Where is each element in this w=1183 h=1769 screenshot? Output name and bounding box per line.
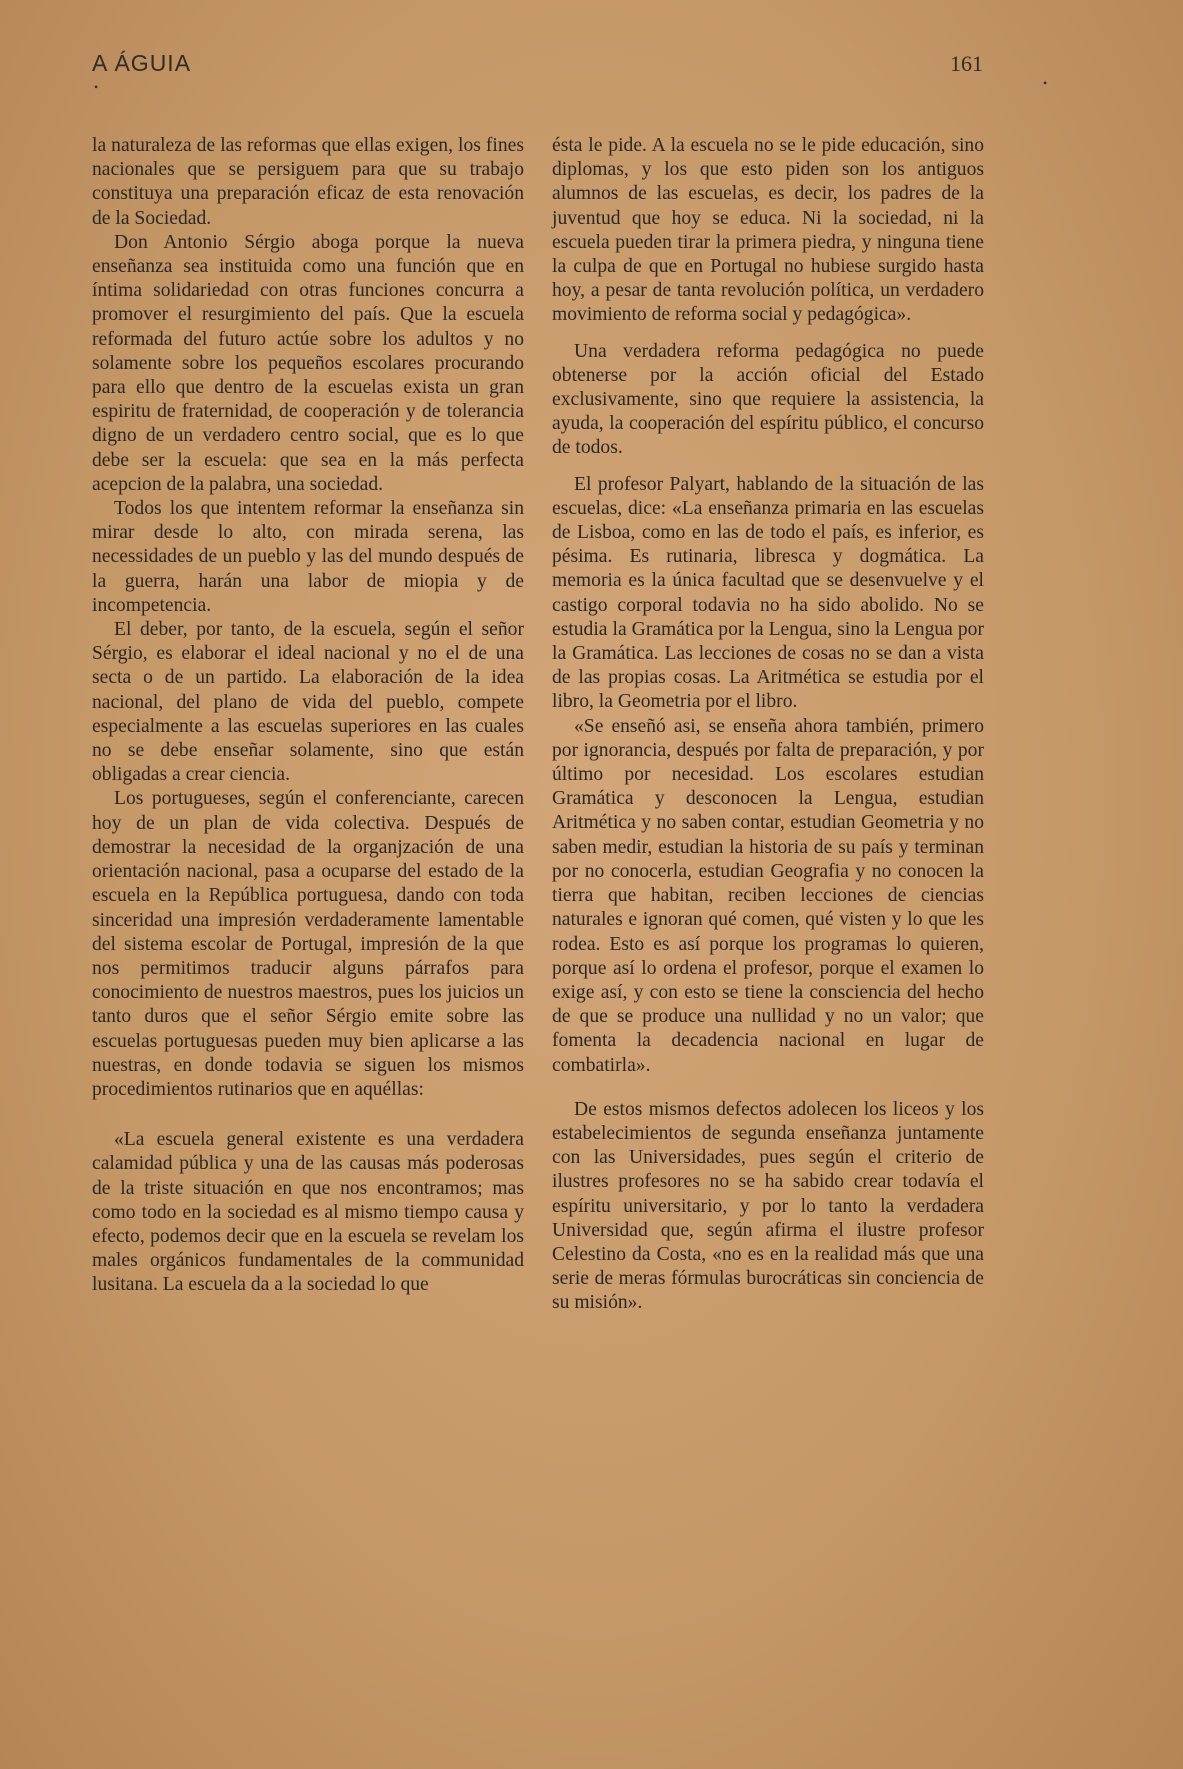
paragraph: Una verdadera reforma pedagógica no puede obtenerse por la acción oficial del Estado exclusivamente, sino que requiere la assistencia, la ayuda, la cooperación del espíritu público, el concurso de todos. bbox=[552, 340, 984, 459]
paragraph: Don Antonio Sérgio aboga porque la nueva enseñanza sea instituida como una función que en íntima solidariedad con otras funciones concurra a promover el resurgimiento del país. Que la escuela reformada del futuro actúe sobre los adultos y no solamente sobre los pequeños escolares procurando para ello que dentro de la escuelas exista un gran espiritu de fraternidad, de cooperación y de tolerancia digno de un verdadero centro social, que es lo que debe ser la escuela: que sea en la más perfecta acepcion de la palabra, una sociedad. bbox=[92, 231, 524, 495]
page-number: 161 bbox=[950, 51, 983, 76]
quoted-paragraph: «La escuela general existente es una verdadera calamidad pública y una de las causas más poderosas de la triste situación en que nos encontramos; mas como todo en la sociedad es al mismo tiempo causa y efecto, podemos decir que en la escuela se revelam los males orgánicos fundamentales de la communidad lusitana. La escuela da a la sociedad lo que bbox=[92, 1129, 524, 1296]
paragraph: Los portugueses, según el conferenciante, carecen hoy de un plan de vida colectiva. Después de demostrar la necesidad de la organjzación de una orientación nacional, pasa a ocuparse del estado de la escuela en la República portuguesa, dando con toda sinceridad una impresión verdaderamente lamentable del sistema escolar de Portugal, impresión de la que nos permitimos traducir alguns párrafos para conocimiento de nuestros maestros, pues los juicios un tanto duros que el señor Sérgio emite sobre las escuelas portuguesas pueden muy bien aplicarse a las nuestras, en donde todavia se siguen los mismos procedimientos rutinarios que en aquéllas: bbox=[92, 788, 524, 1100]
paragraph: De estos mismos defectos adolecen los liceos y los estabelecimientos de segunda enseñanza juntamente con las Universidades, pues según el criterio de ilustres profesores no se ha sabido crear todavía el espíritu universitario, y por lo tanto la verdadera Universidad que, según afirma el ilustre profesor Celestino da Costa, «no es en la realidad más que una serie de meras fórmulas burocráticas sin conciencia de su misión». bbox=[552, 1098, 984, 1314]
running-head bbox=[92, 50, 983, 77]
paragraph: El profesor Palyart, hablando de la situación de las escuelas, dice: «La enseñanza primaria en las escuelas de Lisboa, como en las de todo el país, es inferior, es pésima. Es rutinaria, libresca y dogmática. La memoria es la única facultad que se desenvuelve y el castigo corporal todavia no ha sido abolido. No se estudia la Gramática por la Lengua, sino la Lengua por la Gramática. Las lecciones de cosas no se dan a vista de las propias cosas. La Aritmética se estudia por el libro, la Geometria por el libro. bbox=[552, 473, 984, 713]
quoted-paragraph: «Se enseñó asi, se enseña ahora también, primero por ignorancia, después por falta de preparación, y por último por necesidad. Los escolares estudian Gramática y desconocen la Lengua, estudian Aritmética y no saben contar, estudian Geometria y no saben medir, estudian la historia de su país y terminan por no conocerla, estudian Geografia y no conocen la tierra que habitan, reciben lecciones de ciencias naturales e ignoran qué comen, qué visten y lo que les rodea. Esto es así porque los programas lo quieren, porque así lo ordena el profesor, porque el examen lo exige así, y con esto se tiene la consciencia del hecho de que se produce una nullidad y no un valor; que fomenta la decadencia nacional en lugar de combatirla». bbox=[552, 715, 984, 1076]
right-column bbox=[552, 134, 984, 1316]
paragraph: ésta le pide. A la escuela no se le pide educación, sino diplomas, y los que esto piden son los antiguos alumnos de las escuelas, es decir, los padres de la juventud que hoy se educa. Ni la sociedad, ni la escuela pueden tirar la primera piedra, y ninguna tiene la culpa de que en Portugal no hubiese surgido hasta hoy, a pesar de tanta revolución política, un verdadero movimiento de reforma social y pedagógica». bbox=[552, 135, 984, 326]
left-column bbox=[92, 134, 524, 1298]
bullet-ornament-icon: • bbox=[94, 80, 99, 94]
paragraph: El deber, por tanto, de la escuela, según el señor Sérgio, es elaborar el ideal nacional y no el de una secta o de un partido. La elaboración de la idea nacional, del plano de vida del pueblo, compete especialmente a las escuelas superiores en las cuales no se debe enseñar solamente, sino que están obligadas a crear ciencia. bbox=[92, 619, 524, 786]
paragraph: Todos los que intentem reformar la enseñanza sin mirar desde lo alto, con mirada serena, las necessidades de un pueblo y las del mundo después de la guerra, harán una labor de miopia y de incompetencia. bbox=[92, 498, 524, 616]
paragraph: la naturaleza de las reformas que ellas exigen, los fines nacionales que se persiguem para que su trabajo constituya una preparación eficaz de esta renovación de la Sociedad. bbox=[92, 135, 524, 229]
bullet-ornament-icon: • bbox=[1043, 76, 1048, 90]
journal-title: A ÁGUIA bbox=[92, 50, 192, 76]
